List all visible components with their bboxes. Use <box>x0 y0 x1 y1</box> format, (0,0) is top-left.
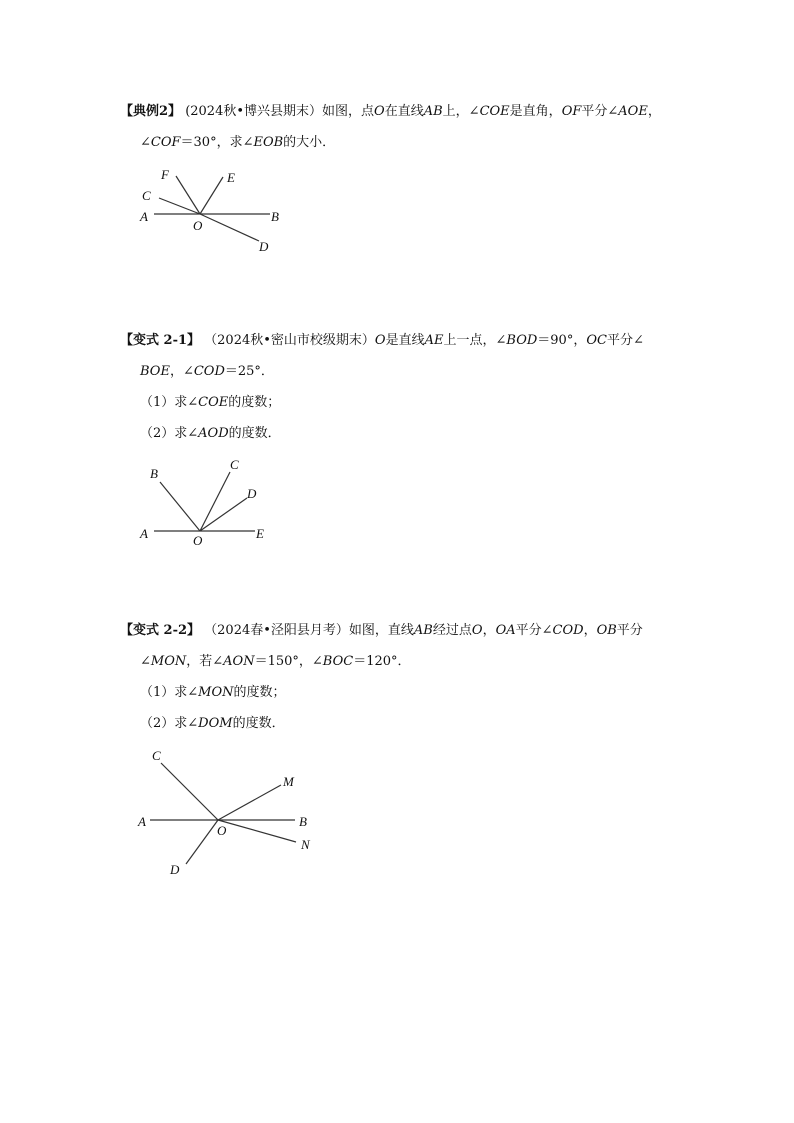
problem-3-text-1 <box>204 623 643 638</box>
math-symbol: OC <box>586 333 607 348</box>
text-run: ＝150°，∠ <box>254 654 323 669</box>
label-E: E <box>256 526 264 541</box>
ray-OM <box>218 785 281 820</box>
text-run: （1）求∠ <box>140 685 199 700</box>
text-run: 上一点，∠ <box>443 333 507 348</box>
problem-2-q2-text <box>140 426 281 441</box>
problem-1-text-1 <box>185 104 661 119</box>
label-E: E <box>227 170 235 185</box>
problem-2-text-1 <box>204 333 644 348</box>
text-run: 的大小． <box>283 135 336 150</box>
ray-OD <box>200 498 247 531</box>
math-symbol: DOM <box>198 716 233 731</box>
ray-OD <box>186 820 218 864</box>
math-symbol: COE <box>198 395 229 410</box>
text-run: 的度数． <box>228 426 281 441</box>
problem-3-question-1 <box>140 683 286 703</box>
problem-3-tag: 【变式 2-2】 <box>120 623 201 638</box>
label-O: O <box>193 533 203 548</box>
problem-2-question-1 <box>140 393 280 413</box>
label-A: A <box>140 526 148 541</box>
math-symbol: COD <box>552 623 584 638</box>
problem-2-question-2 <box>140 424 281 444</box>
text-run: 是直角， <box>509 104 562 119</box>
problem-3-q1-text <box>140 685 286 700</box>
label-A: A <box>140 209 148 224</box>
text-run: (2024秋•博兴县期末）如图，点 <box>185 104 375 119</box>
text-run: 平分∠ <box>581 104 619 119</box>
math-symbol: AB <box>423 104 443 119</box>
text-run: （2）求∠ <box>140 426 199 441</box>
label-B: B <box>271 209 279 224</box>
math-symbol: AOE <box>618 104 648 119</box>
text-run: ， <box>482 623 496 638</box>
math-symbol: OF <box>561 104 582 119</box>
math-symbol: EOB <box>253 135 284 150</box>
problem-1-tag: 【典例2】 <box>120 104 182 119</box>
text-run: 平分∠ <box>515 623 553 638</box>
math-symbol: COE <box>479 104 510 119</box>
math-symbol: OB <box>596 623 617 638</box>
text-run: ∠ <box>140 654 151 669</box>
label-F: F <box>161 167 169 182</box>
problem-2-text-2 <box>140 364 274 379</box>
math-symbol: O <box>374 333 386 348</box>
math-symbol: MON <box>198 685 234 700</box>
text-run: ＝90°， <box>537 333 587 348</box>
problem-3-question-2 <box>140 714 285 734</box>
label-B: B <box>150 466 158 481</box>
problem-2-line-1 <box>120 331 644 351</box>
problem-2-line-2 <box>140 362 274 382</box>
problem-3-line-1 <box>120 621 643 641</box>
problem-2-q1-text <box>140 395 280 410</box>
label-D: D <box>247 486 257 501</box>
ray-OB <box>160 482 200 531</box>
text-run: 的度数． <box>232 716 285 731</box>
text-run: 平分∠ <box>606 333 644 348</box>
problem-1-text-2 <box>140 135 335 150</box>
label-D: D <box>259 239 269 254</box>
math-symbol: OA <box>495 623 516 638</box>
text-run: （2024春•泾阳县月考）如图，直线 <box>204 623 414 638</box>
problem-3-line-2 <box>140 652 411 672</box>
text-run: ∠ <box>140 135 151 150</box>
text-run: ，若∠ <box>186 654 224 669</box>
math-symbol: BOE <box>140 364 170 379</box>
text-run: （2024秋•密山市校级期末） <box>204 333 375 348</box>
text-run: （2）求∠ <box>140 716 199 731</box>
problem-1-figure <box>130 165 300 260</box>
text-run: ， <box>647 104 661 119</box>
text-run: 是直线 <box>385 333 425 348</box>
math-symbol: MON <box>150 654 187 669</box>
label-C: C <box>152 748 161 763</box>
problem-3-q2-text <box>140 716 285 731</box>
ray-OF <box>176 176 200 214</box>
ray-OE <box>200 177 223 214</box>
label-O: O <box>193 218 203 233</box>
math-symbol: AOD <box>198 426 229 441</box>
label-B: B <box>299 814 307 829</box>
text-run: 经过点 <box>432 623 472 638</box>
text-run: 在直线 <box>384 104 424 119</box>
math-symbol: O <box>471 623 483 638</box>
text-run: 的度数； <box>233 685 286 700</box>
problem-1-line-2 <box>140 133 335 153</box>
ray-OC <box>161 763 218 820</box>
text-run: （1）求∠ <box>140 395 199 410</box>
problem-3-figure <box>130 745 330 885</box>
label-O: O <box>217 823 227 838</box>
ray-OC <box>200 472 230 531</box>
math-symbol: BOC <box>322 654 354 669</box>
problem-2-tag: 【变式 2-1】 <box>120 333 201 348</box>
label-C: C <box>230 457 239 472</box>
label-A: A <box>138 814 146 829</box>
text-run: 的度数； <box>228 395 281 410</box>
text-run: ，∠ <box>169 364 194 379</box>
text-run: ＝120°． <box>353 654 411 669</box>
math-symbol: BOD <box>506 333 538 348</box>
text-run: 上，∠ <box>442 104 480 119</box>
ray-OC <box>159 198 200 214</box>
ray-OD <box>200 214 259 241</box>
math-symbol: AB <box>413 623 433 638</box>
problem-1-line-1 <box>120 102 661 122</box>
label-C: C <box>142 188 151 203</box>
math-symbol: AON <box>223 654 255 669</box>
ray-ON <box>218 820 296 842</box>
label-N: N <box>301 837 310 852</box>
math-symbol: O <box>374 104 385 119</box>
text-run: ， <box>583 623 597 638</box>
problem-3-text-2 <box>140 654 411 669</box>
label-M: M <box>283 774 294 789</box>
label-D: D <box>170 862 180 877</box>
text-run: ＝30°，求∠ <box>180 135 254 150</box>
math-symbol: AE <box>424 333 444 348</box>
text-run: ＝25°． <box>224 364 274 379</box>
math-symbol: COF <box>150 135 181 150</box>
text-run: 平分 <box>616 623 643 638</box>
math-symbol: COD <box>193 364 225 379</box>
problem-2-figure <box>130 452 280 552</box>
